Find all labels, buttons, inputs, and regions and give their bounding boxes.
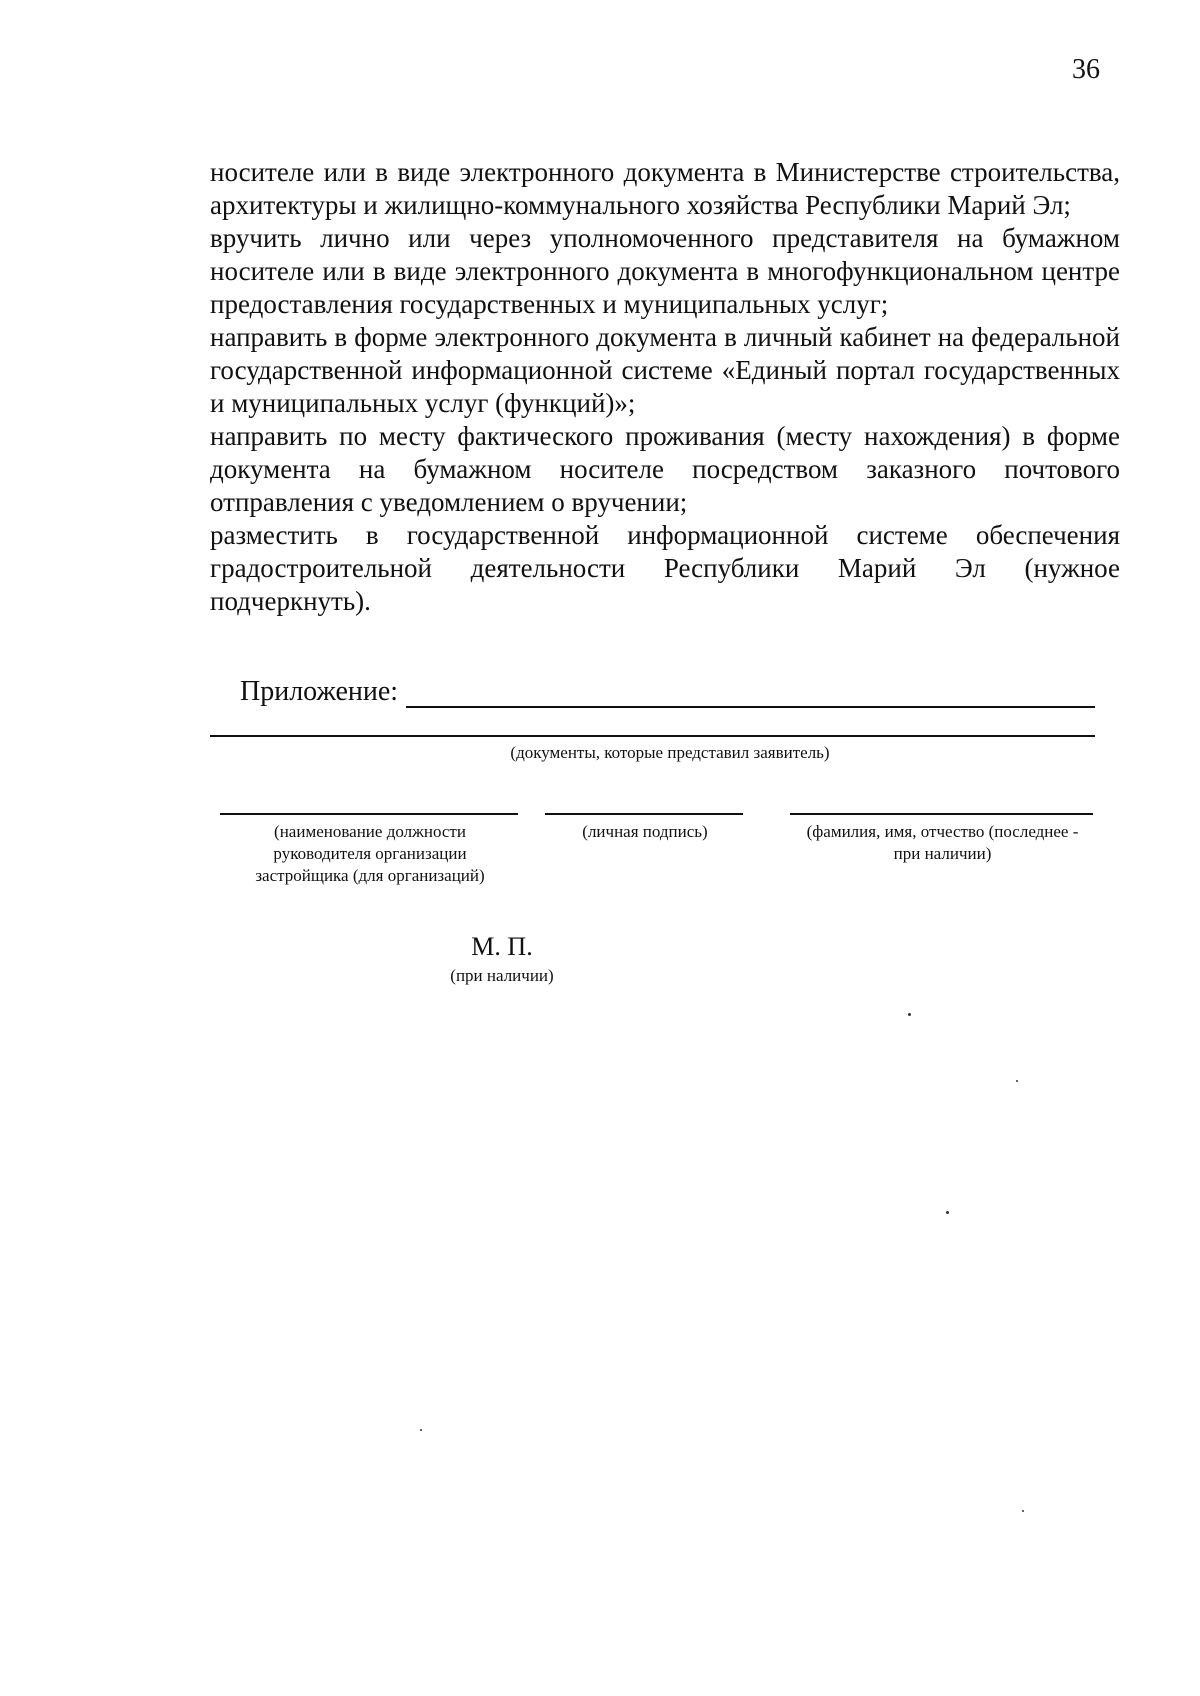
signature-caption: (личная подпись) xyxy=(582,822,708,841)
appendix-fill-line-2[interactable] xyxy=(210,735,1095,737)
seal-caption: (при наличии) xyxy=(450,966,554,985)
paragraph-postal-delivery: направить по месту фактического проживания (месту нахождения) в форме документа на бумажном носителе посредством заказного почтового отправления с уведомлением о вручении; xyxy=(210,421,1120,517)
body-text xyxy=(210,156,1120,618)
full-name-caption: (фамилия, имя, отчество (последнее - при наличии) xyxy=(806,822,1079,863)
appendix-fill-line[interactable] xyxy=(406,680,1095,708)
paragraph-paper-ministry: носителе или в виде электронного документа в Министерстве строительства, архитектуры и жилищно-коммунального хозяйства Республики Марий Эл; xyxy=(210,157,1120,220)
paragraph-mfc-delivery: вручить лично или через уполномоченного представителя на бумажном носителе или в виде электронного документа в многофункциональном центре предоставления государственных и муниципальных услуг; xyxy=(210,223,1120,319)
appendix-field xyxy=(240,676,1095,708)
scan-speck xyxy=(1016,1080,1018,1082)
scan-speck xyxy=(420,1429,422,1431)
appendix-label: Приложение: xyxy=(240,676,399,707)
scan-speck xyxy=(908,1013,911,1016)
scan-speck xyxy=(946,1211,949,1214)
scan-speck xyxy=(1022,1510,1024,1512)
full-name-signature-line[interactable] xyxy=(790,813,1093,815)
seal-mark: М. П. xyxy=(471,932,533,961)
paragraph-portal-delivery: направить в форме электронного документа в личный кабинет на федеральной государственной информационной системе «Единый портал государственных и муниципальных услуг (функций)»; xyxy=(210,322,1120,418)
position-signature-line[interactable] xyxy=(220,813,518,815)
position-caption: (наименование должности руководителя организации застройщика (для организаций) xyxy=(255,822,485,885)
paragraph-isogd-placement: разместить в государственной информационной системе обеспечения градостроительной деятельности Республики Марий Эл (нужное подчеркнуть). xyxy=(210,520,1120,616)
personal-signature-line[interactable] xyxy=(545,813,743,815)
appendix-caption: (документы, которые представил заявитель) xyxy=(510,743,830,762)
page-number: 36 xyxy=(1072,54,1100,85)
